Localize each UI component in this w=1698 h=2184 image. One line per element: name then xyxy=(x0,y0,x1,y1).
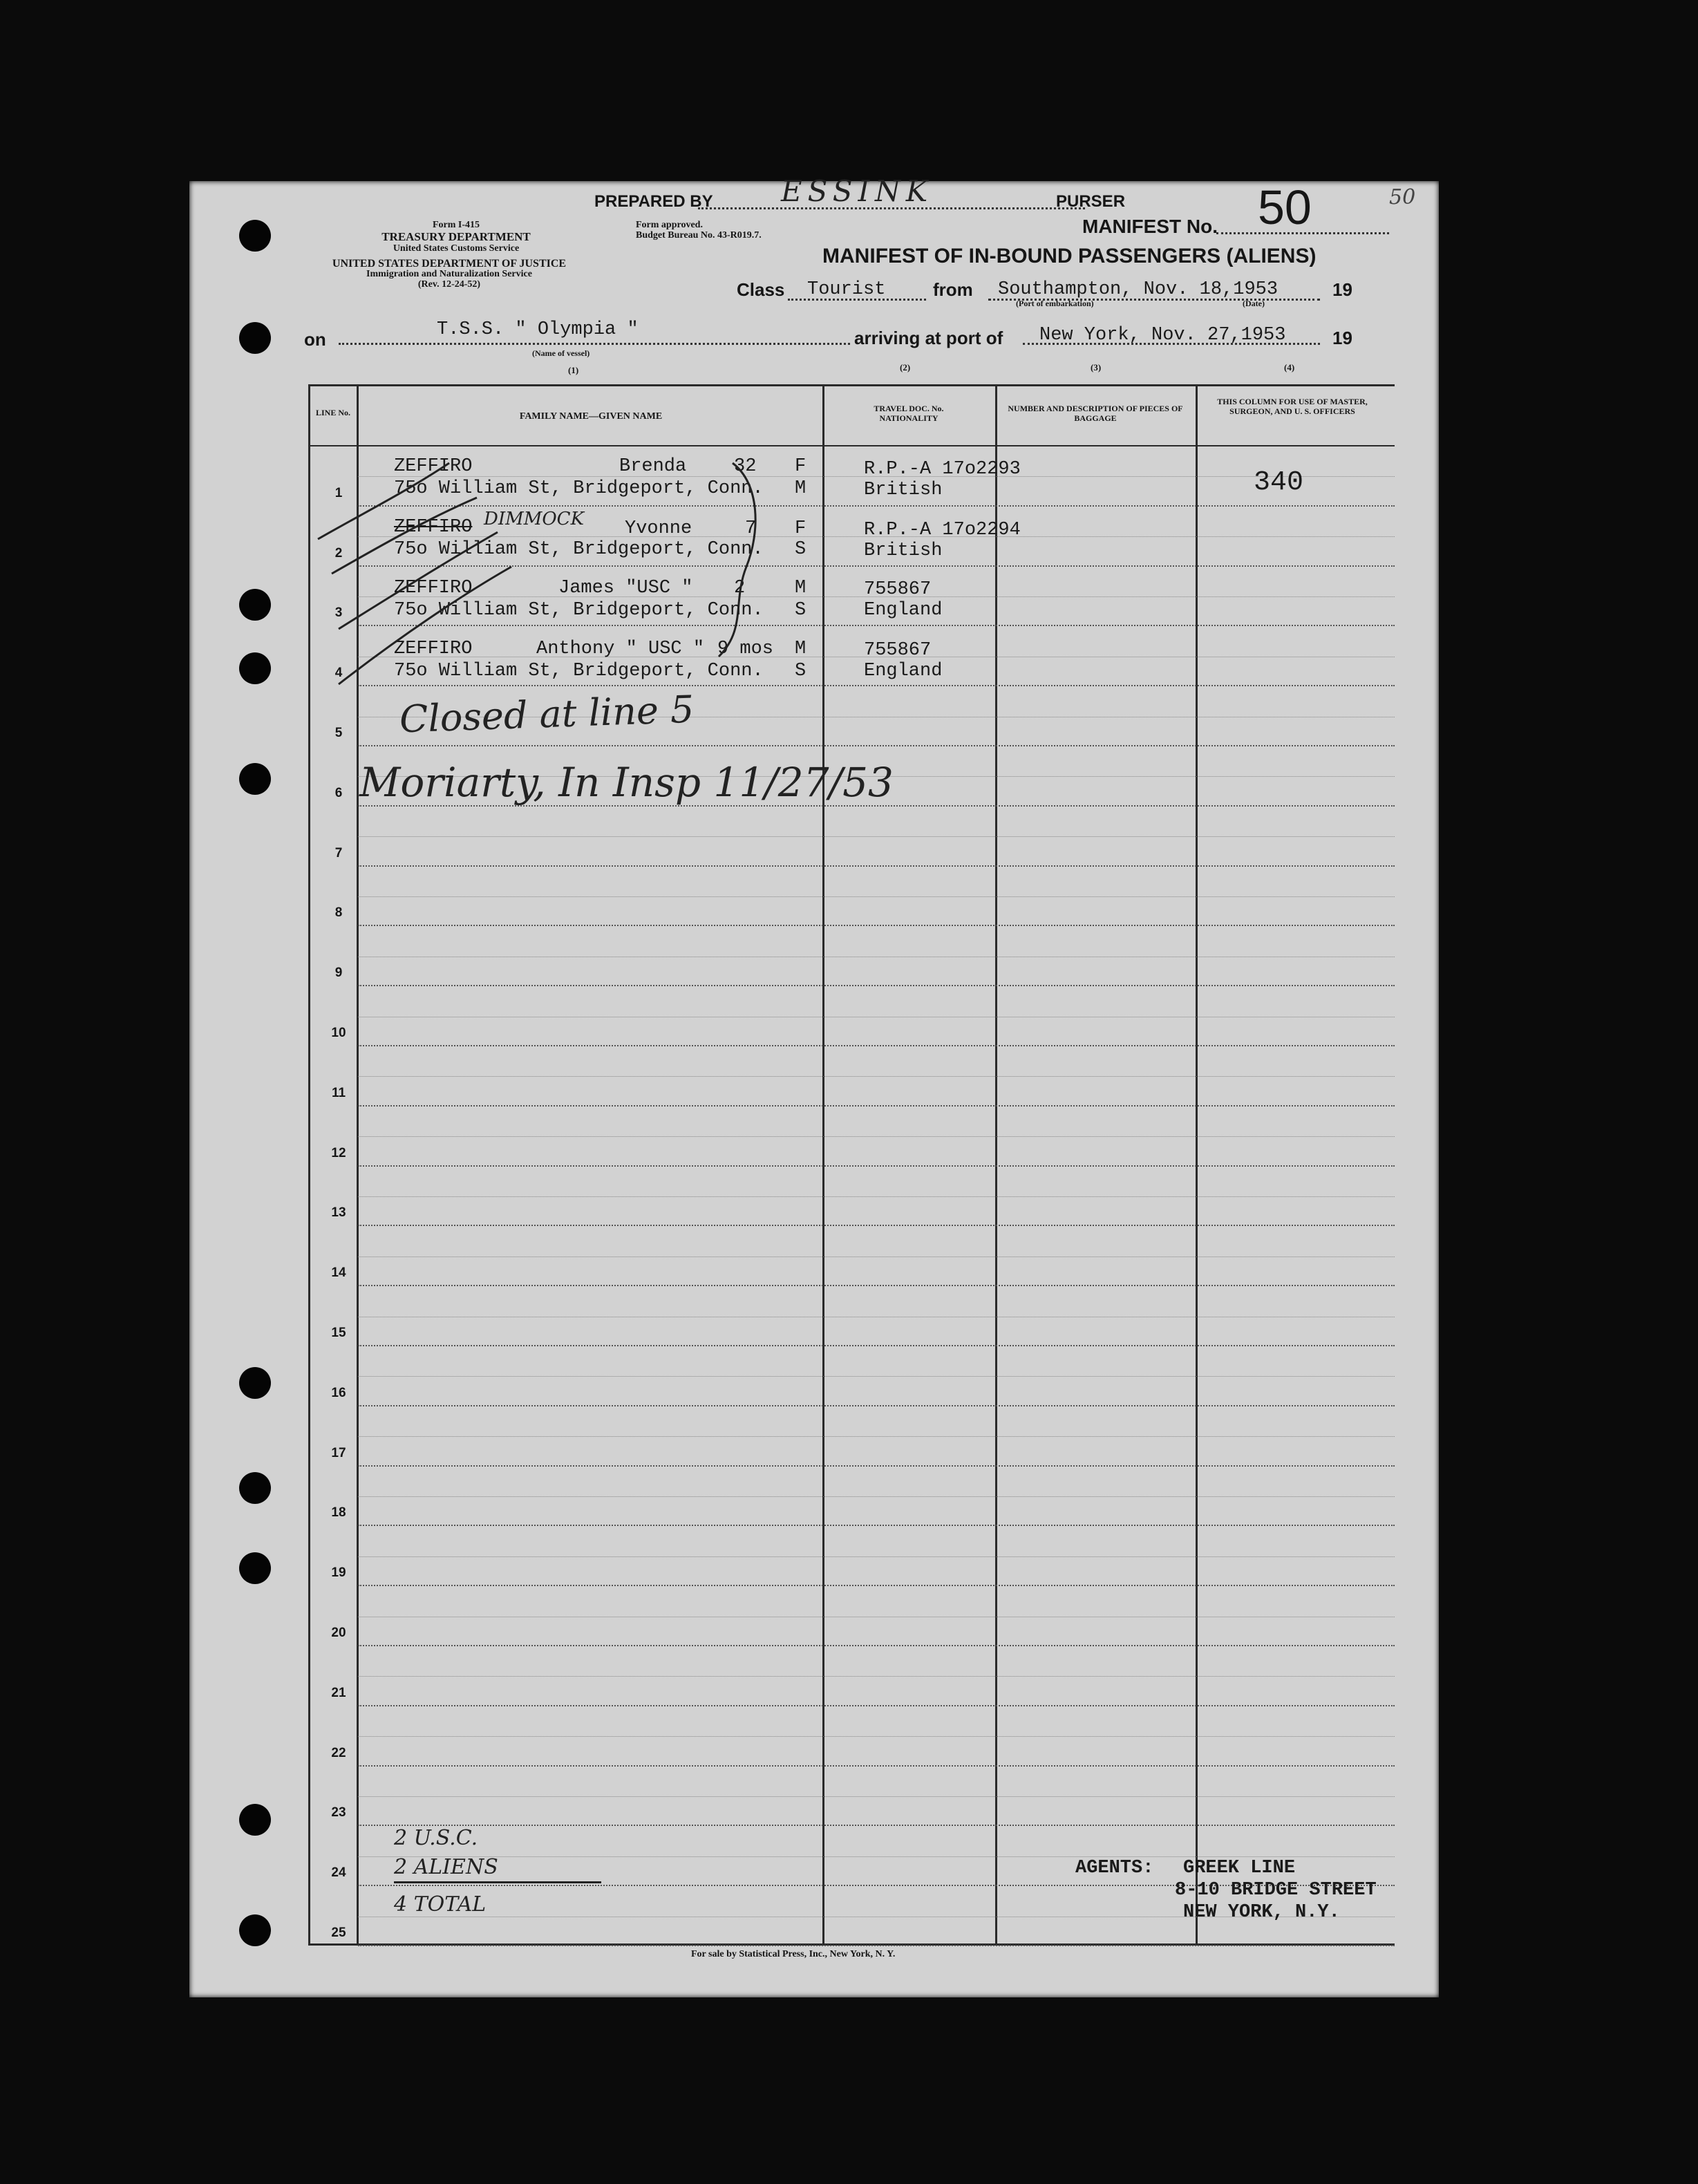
row-line xyxy=(358,1465,1395,1467)
passenger-address: 75o William St, Bridgeport, Conn. xyxy=(394,478,764,499)
customs-service: United States Customs Service xyxy=(393,243,520,254)
binder-hole xyxy=(239,1914,271,1946)
agents-name: GREEK LINE xyxy=(1183,1858,1296,1879)
line-number: 8 xyxy=(334,905,343,921)
binder-hole xyxy=(239,1367,271,1399)
tally-total: 4 TOTAL xyxy=(394,1892,487,1917)
row-line xyxy=(358,1525,1395,1526)
col-num-2: (2) xyxy=(900,362,911,373)
passenger-marital: S xyxy=(795,539,806,560)
passenger-given-name: Anthony " USC " xyxy=(536,639,705,659)
line-number: 4 xyxy=(334,666,343,681)
prepared-by-underline xyxy=(698,207,1085,209)
line-number: 24 xyxy=(331,1865,346,1881)
col-header-line: LINE No. xyxy=(315,408,350,417)
col-header-name: FAMILY NAME—GIVEN NAME xyxy=(519,411,663,422)
binder-hole xyxy=(239,763,271,795)
passenger-given-name: Brenda xyxy=(619,456,687,477)
passenger-nationality: England xyxy=(864,600,943,621)
line-number: 17 xyxy=(331,1445,346,1460)
passenger-family-name: ZEFFIRO xyxy=(394,456,473,477)
treasury-dept: TREASURY DEPARTMENT xyxy=(381,230,531,243)
from-value: Southampton, Nov. 18,1953 xyxy=(998,279,1279,300)
vessel-caption: (Name of vessel) xyxy=(532,348,590,358)
row-line xyxy=(358,1585,1395,1586)
row-subline xyxy=(358,1196,1395,1197)
line-number: 16 xyxy=(331,1385,346,1400)
row-subline xyxy=(358,1436,1395,1437)
line-number: 10 xyxy=(331,1026,346,1040)
row-subline xyxy=(358,1736,1395,1737)
row-subline xyxy=(358,1556,1395,1557)
agents-city: NEW YORK, N.Y. xyxy=(1183,1902,1340,1923)
row-line xyxy=(358,1765,1395,1767)
agents-label: AGENTS: xyxy=(1075,1858,1154,1879)
passenger-family-name: ZEFFIRO xyxy=(394,517,473,538)
col-num-3: (3) xyxy=(1091,362,1102,373)
row-line xyxy=(358,1345,1395,1346)
row-subline xyxy=(358,836,1395,837)
row-subline xyxy=(358,1376,1395,1377)
budget-bureau: Budget Bureau No. 43-R019.7. xyxy=(636,230,762,241)
line-number: 22 xyxy=(331,1745,346,1760)
arriving-label: arriving at port of xyxy=(854,328,1003,348)
passenger-sex: F xyxy=(795,518,806,539)
passenger-sex: M xyxy=(795,639,806,659)
table-top-border xyxy=(308,384,1395,386)
passenger-nationality: British xyxy=(864,540,943,561)
row-line xyxy=(358,745,1395,746)
prepared-by-label: PREPARED BY xyxy=(594,192,713,211)
class-underline xyxy=(788,299,926,301)
row-line xyxy=(358,1705,1395,1706)
col-header-officers: THIS COLUMN FOR USE OF MASTER, SURGEON, AND U. S. OFFICERS xyxy=(1217,397,1368,416)
col-num-4: (4) xyxy=(1284,362,1295,373)
passenger-address: 75o William St, Bridgeport, Conn. xyxy=(394,539,764,560)
row-line xyxy=(358,1045,1395,1046)
purser-label: PURSER xyxy=(1056,192,1126,211)
manifest-no-value: 50 xyxy=(1258,180,1312,234)
row-line xyxy=(358,1285,1395,1286)
line-number: 20 xyxy=(331,1626,346,1640)
line-number: 19 xyxy=(331,1565,346,1581)
passenger-doc: R.P.-A 17o2294 xyxy=(864,520,1021,540)
passenger-address: 75o William St, Bridgeport, Conn. xyxy=(394,600,764,621)
row-subline xyxy=(358,896,1395,897)
line-number: 9 xyxy=(334,966,343,981)
row-line xyxy=(358,985,1395,986)
binder-hole xyxy=(239,652,271,684)
passenger-doc: 755867 xyxy=(864,579,932,600)
year-label-2: 19 xyxy=(1332,328,1352,348)
handwritten-inspector-signature: Moriarty, In Insp 11/27/53 xyxy=(359,759,894,806)
margin-note: 50 xyxy=(1389,185,1416,209)
row-subline xyxy=(358,1676,1395,1677)
row-subline xyxy=(358,1796,1395,1797)
binder-hole xyxy=(239,1804,271,1836)
col-header-baggage: NUMBER AND DESCRIPTION OF PIECES OF BAGGAGE xyxy=(1008,404,1183,423)
line-number: 3 xyxy=(334,605,343,621)
passenger-doc: 755867 xyxy=(864,640,932,661)
passenger-given-name: Yvonne xyxy=(625,518,692,539)
justice-info xyxy=(304,258,594,290)
agents-street: 8-10 BRIDGE STREET xyxy=(1175,1880,1377,1901)
row-line xyxy=(358,1165,1395,1167)
officer-note: 340 xyxy=(1254,467,1304,498)
line-number: 12 xyxy=(331,1145,346,1160)
binder-hole xyxy=(239,322,271,354)
ins-service: Immigration and Naturalization Service xyxy=(366,269,532,279)
col-header-travel-doc: TRAVEL DOC. No. NATIONALITY xyxy=(874,404,944,423)
line-number: 23 xyxy=(331,1805,346,1820)
line-number: 21 xyxy=(331,1685,346,1700)
row-line xyxy=(358,1825,1395,1826)
table-header-border xyxy=(308,445,1395,446)
binder-hole xyxy=(239,1552,271,1584)
passenger-marital: S xyxy=(795,661,806,681)
row-subline xyxy=(358,1136,1395,1137)
handwritten-name-correction: DIMMOCK xyxy=(484,509,584,529)
form-info xyxy=(359,220,553,254)
date-caption: (Date) xyxy=(1243,299,1265,308)
prepared-by-value: ESSINK xyxy=(781,174,934,208)
col-num-1: (1) xyxy=(568,365,579,375)
passenger-nationality: British xyxy=(864,480,943,500)
line-number: 15 xyxy=(331,1326,346,1340)
passenger-sex: F xyxy=(795,456,806,477)
manifest-no-underline xyxy=(1216,232,1389,234)
passenger-family-name: ZEFFIRO xyxy=(394,578,473,599)
line-number: 7 xyxy=(334,845,343,860)
approval-info xyxy=(636,220,762,241)
line-number: 14 xyxy=(331,1265,346,1281)
row-line xyxy=(358,1945,1395,1946)
row-subline xyxy=(358,1496,1395,1497)
row-line xyxy=(358,1405,1395,1406)
port-embarkation-caption: (Port of embarkation) xyxy=(1016,299,1094,308)
footer-printer: For sale by Statistical Press, Inc., New York, N. Y. xyxy=(691,1949,896,1959)
justice-dept: UNITED STATES DEPARTMENT OF JUSTICE xyxy=(332,258,567,270)
passenger-age: 2 xyxy=(734,578,746,599)
from-label: from xyxy=(933,279,973,300)
line-number: 2 xyxy=(334,545,343,561)
line-number: 5 xyxy=(334,726,343,740)
passenger-marital: M xyxy=(795,478,806,499)
line-number: 1 xyxy=(334,485,343,500)
passenger-sex: M xyxy=(795,578,806,599)
row-subline xyxy=(358,1256,1395,1257)
passenger-family-name: ZEFFIRO xyxy=(394,639,473,659)
vessel-underline xyxy=(339,343,850,345)
passenger-nationality: England xyxy=(864,661,943,681)
tally-divider xyxy=(394,1881,601,1883)
revision: (Rev. 12-24-52) xyxy=(417,279,481,290)
passenger-doc: R.P.-A 17o2293 xyxy=(864,459,1021,480)
vessel-value: T.S.S. " Olympia " xyxy=(437,319,639,340)
binder-hole xyxy=(239,589,271,621)
manifest-no-label: MANIFEST No. xyxy=(1082,216,1218,237)
on-label: on xyxy=(304,329,326,350)
page-title: MANIFEST OF IN-BOUND PASSENGERS (ALIENS) xyxy=(822,245,1317,267)
line-number: 6 xyxy=(334,785,343,800)
passenger-given-name: James "USC " xyxy=(558,578,693,599)
binder-hole xyxy=(239,1472,271,1504)
line-number: 11 xyxy=(331,1085,346,1100)
line-number: 25 xyxy=(331,1926,346,1940)
class-label: Class xyxy=(737,279,785,300)
passenger-marital: S xyxy=(795,600,806,621)
form-approved: Form approved. xyxy=(636,220,703,230)
binder-hole xyxy=(239,220,271,252)
tally-usc: 2 U.S.C. xyxy=(394,1826,478,1850)
row-subline xyxy=(358,1856,1395,1857)
passenger-age: 9 mos xyxy=(717,639,774,659)
arriving-value: New York, Nov. 27,1953 xyxy=(1039,325,1286,346)
year-label-1: 19 xyxy=(1332,279,1352,300)
row-line xyxy=(358,1225,1395,1226)
line-number: 13 xyxy=(331,1205,346,1221)
passenger-age: 32 xyxy=(734,456,757,477)
row-line xyxy=(358,865,1395,867)
row-line xyxy=(358,1645,1395,1646)
arriving-underline xyxy=(1023,343,1320,345)
handwritten-closed-note: Closed at line 5 xyxy=(399,687,695,742)
tally-aliens: 2 ALIENS xyxy=(394,1855,498,1879)
passenger-address: 75o William St, Bridgeport, Conn. xyxy=(394,661,764,681)
row-line xyxy=(358,925,1395,926)
line-number: 18 xyxy=(331,1505,346,1521)
form-number: Form I-415 xyxy=(432,220,480,230)
handwritten-strike-marks xyxy=(304,449,829,698)
row-subline xyxy=(358,1076,1395,1077)
row-line xyxy=(358,1105,1395,1107)
passenger-age: 7 xyxy=(745,518,757,539)
class-value: Tourist xyxy=(807,279,886,300)
